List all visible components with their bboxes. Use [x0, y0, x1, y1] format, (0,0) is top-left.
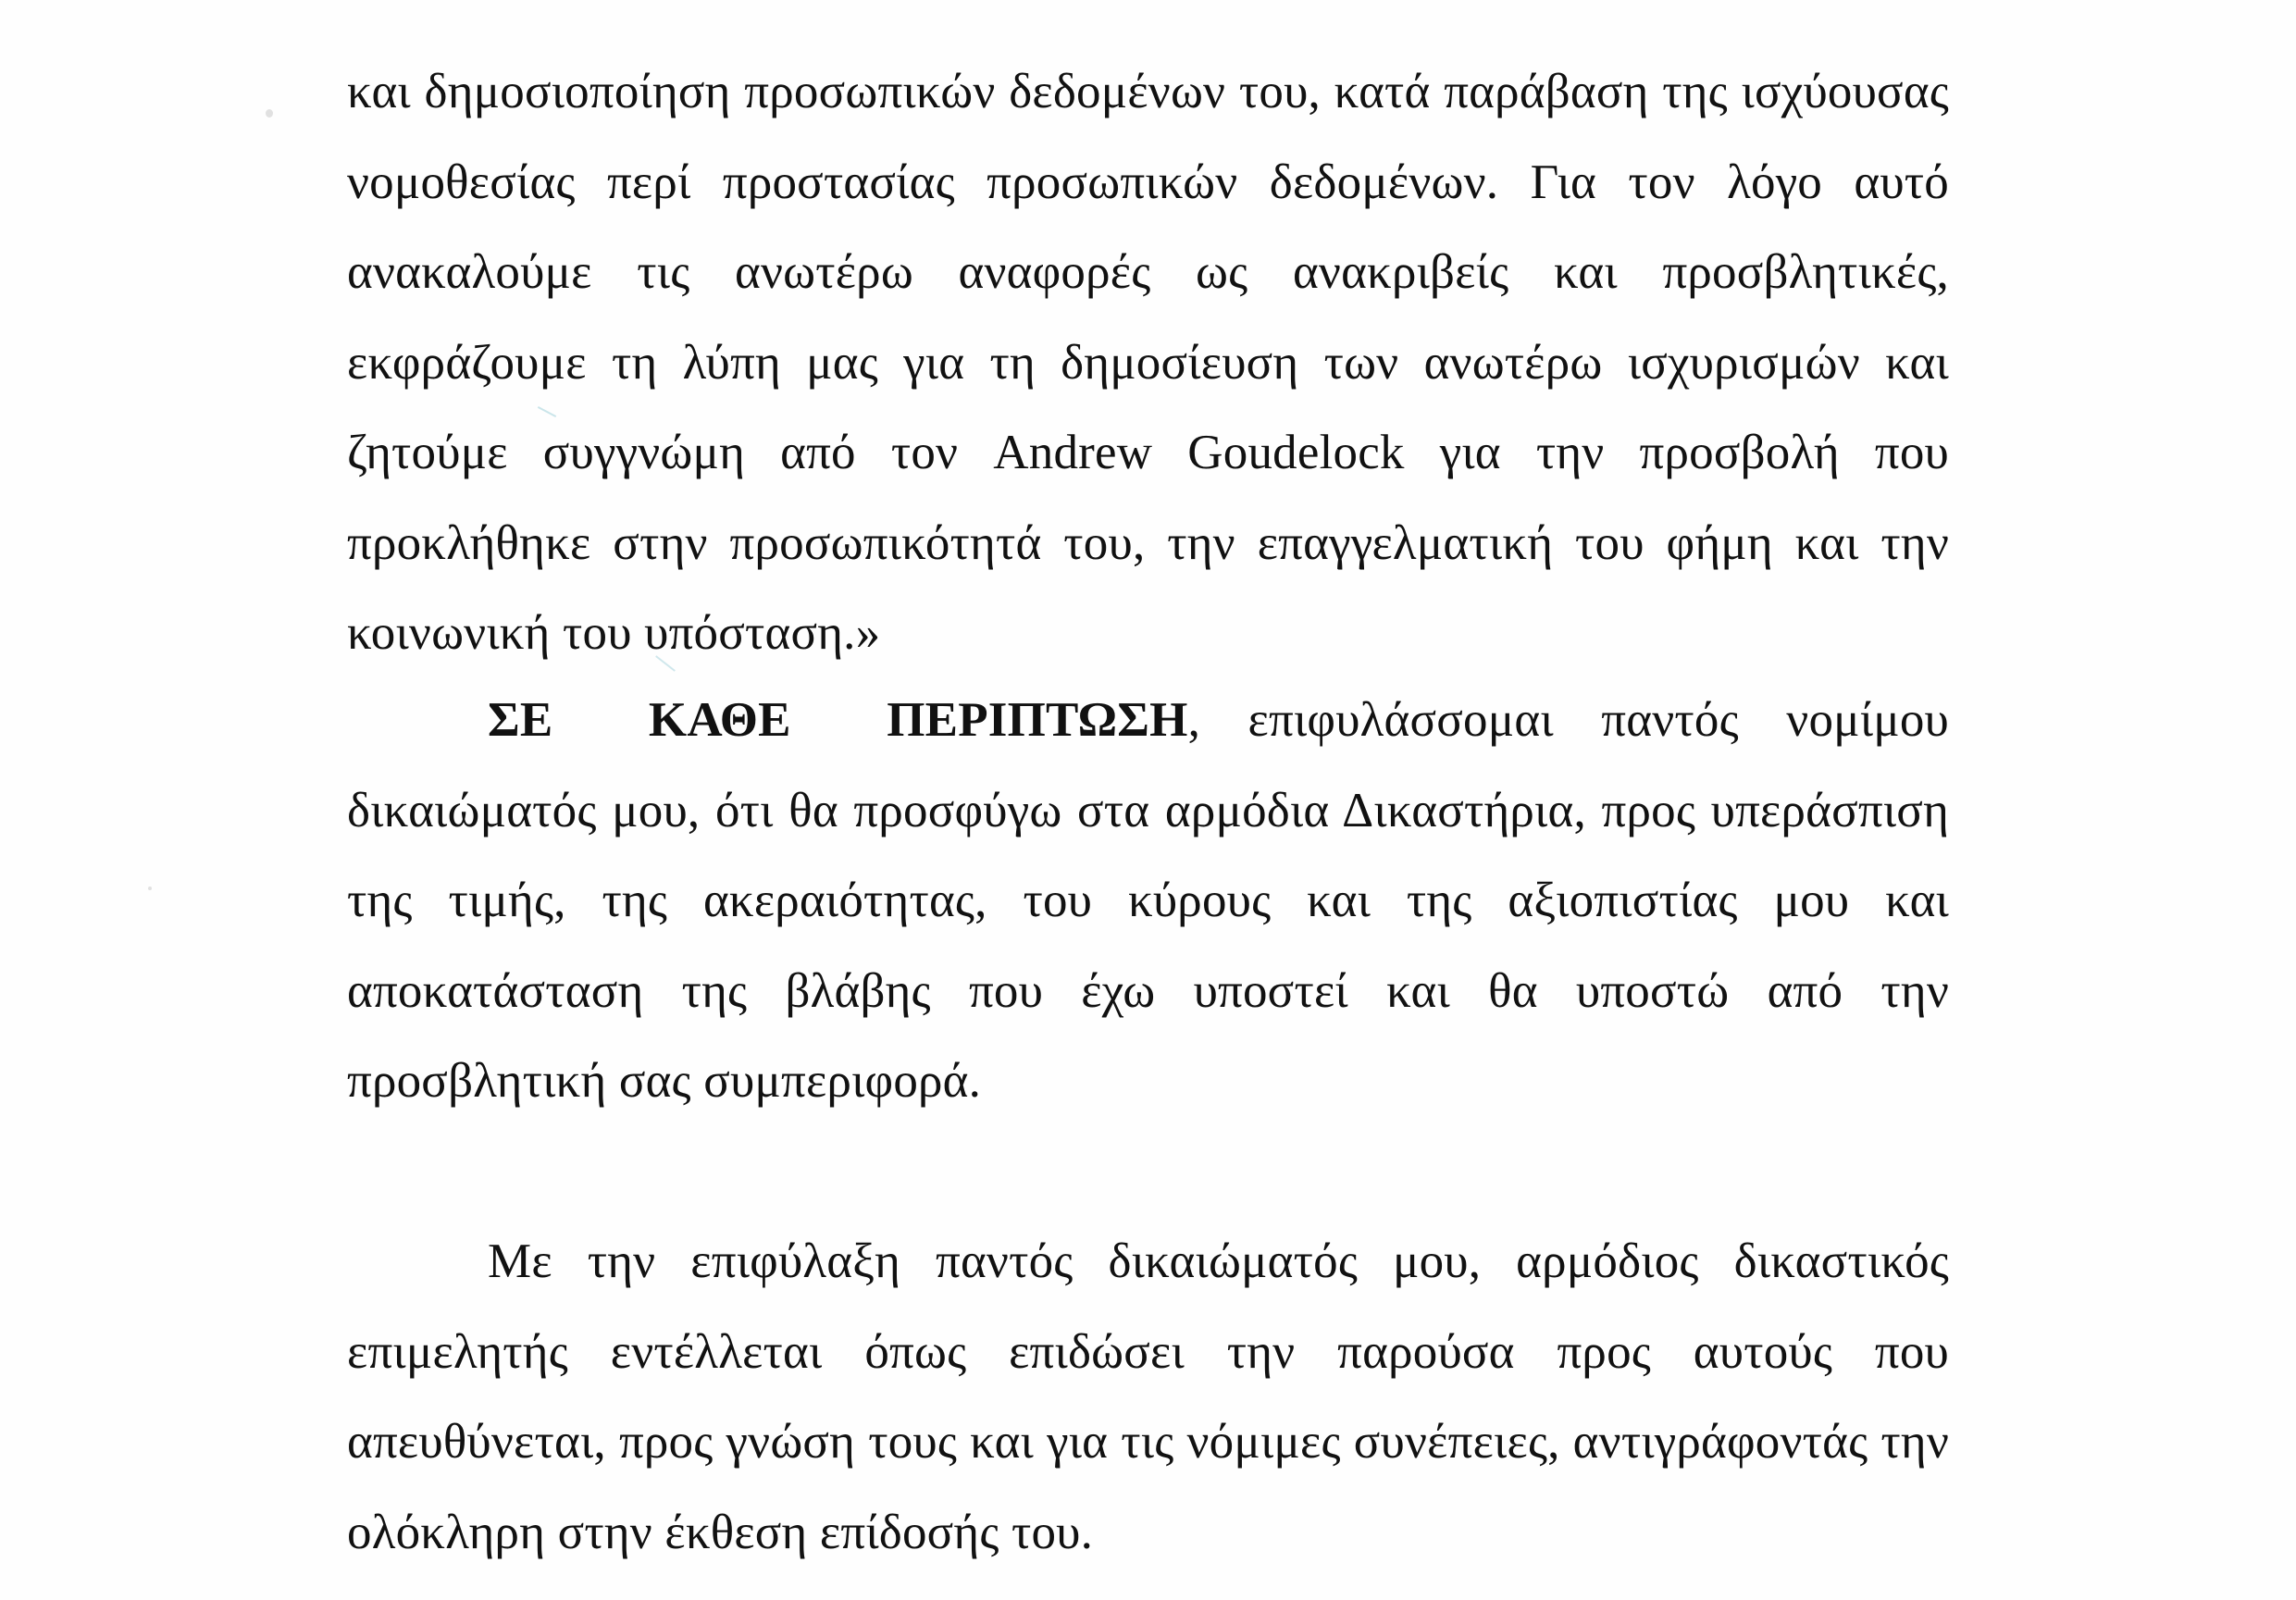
scan-speck	[266, 109, 273, 118]
paragraph-service-instruction: Με την επιφύλαξη παντός δικαιώματός μου, αρμόδιος δικαστικός επιμελητής εντέλλεται όπως επιδώσει την παρούσα προς αυτούς που απευθύνεται, προς γνώση τους και για τις νόμιμες συνέπειες, αντιγράφοντάς την ολόκληρη στην έκθεση επίδοσής του.	[347, 1234, 1949, 1559]
paragraph-retraction-statement: και δημοσιοποίηση προσωπικών δεδομένων του, κατά παράβαση της ισχύουσας νομοθεσίας περί προστασίας προσωπικών δεδομένων. Για τον λόγο αυτό ανακαλούμε τις ανωτέρω αναφορές ως ανακριβείς και προσβλητικές, εκφράζουμε τη λύπη μας για τη δημοσίευση των ανωτέρω ισχυρισμών και ζητούμε συγγνώμη από τον Andrew Goudelock για την προσβολή που προκλήθηκε στην προσωπικότητά του, την επαγγελματική του φήμη και την κοινωνική του υπόσταση.»	[347, 65, 1949, 660]
paragraph-lead-bold: ΣΕ ΚΑΘΕ ΠΕΡΙΠΤΩΣΗ	[488, 693, 1188, 747]
scan-speck	[148, 887, 152, 890]
paragraph-body: , επιφυλάσσομαι παντός νομίμου δικαιώματός μου, ότι θα προσφύγω στα αρμόδια Δικαστήρια, προς υπεράσπιση της τιμής, της ακεραιότητας, του κύρους και της αξιοπιστίας μου και αποκατάσταση της βλάβης που έχω υποστεί και θα υποστώ από την προσβλητική σας συμπεριφορά.	[347, 693, 1949, 1108]
paragraph-reservation-of-rights	[347, 676, 1949, 1127]
